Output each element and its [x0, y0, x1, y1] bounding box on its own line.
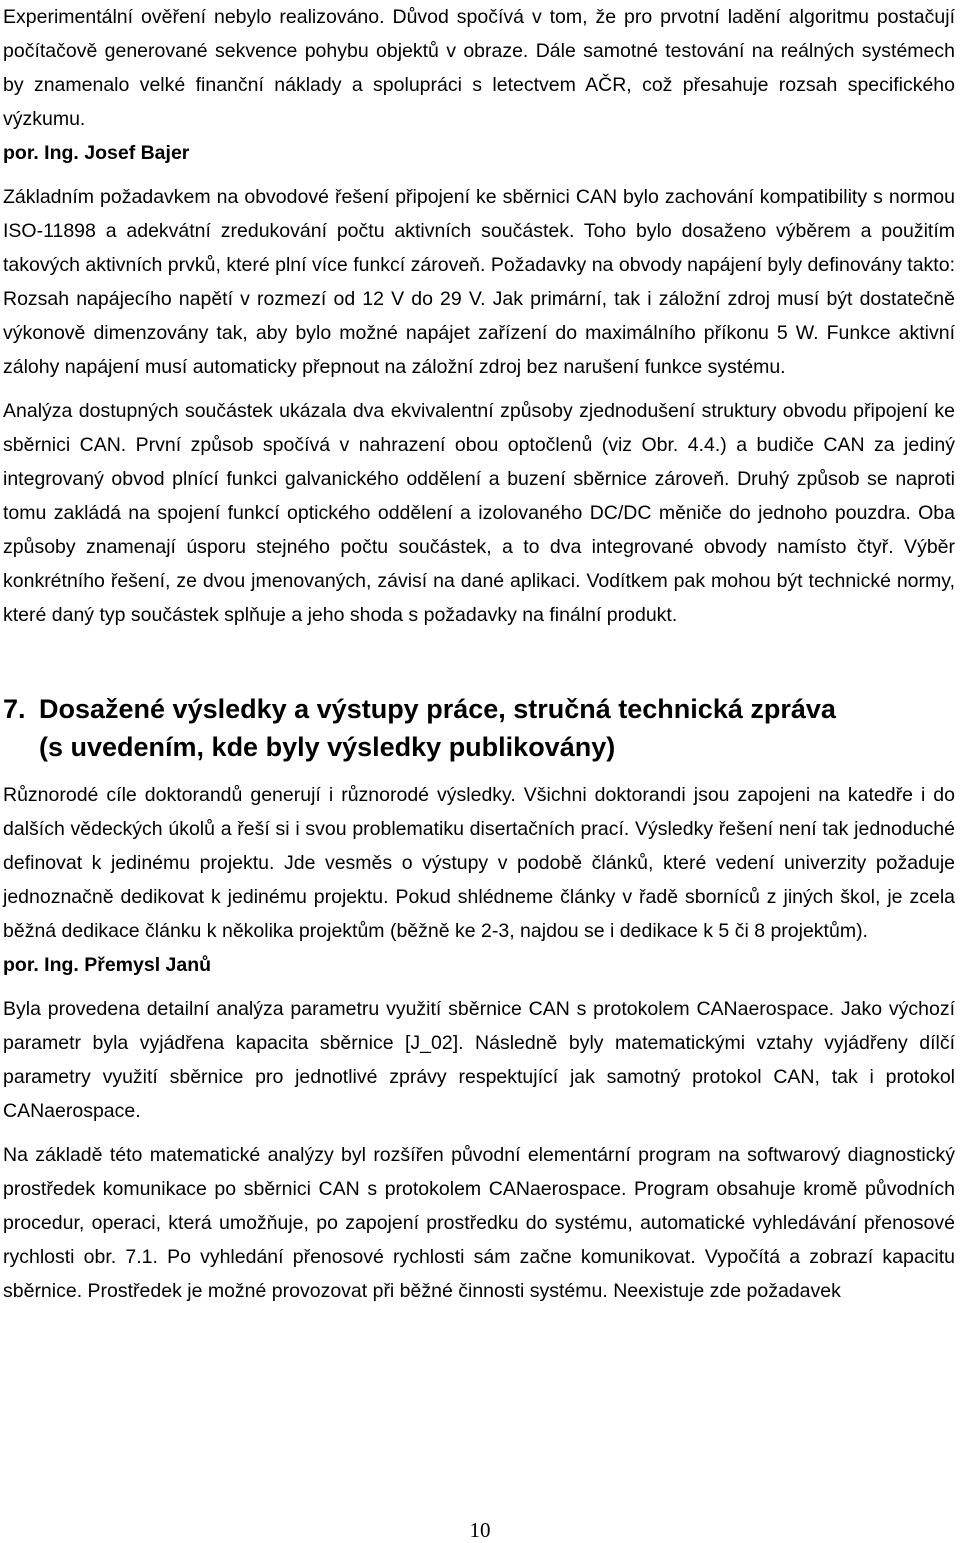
section-title — [39, 690, 836, 766]
section-title-line-2: (s uvedením, kde byly výsledky publikovány) — [39, 732, 616, 762]
section-heading-7 — [3, 690, 955, 766]
document-page — [3, 0, 955, 1308]
paragraph-experimental: Experimentální ověření nebylo realizováno. Důvod spočívá v tom, že pro prvotní ladění algoritmu postačují počítačově generované sekvence pohybu objektů v obraze. Dále samotné testování na reálných systémech by znamenalo velké finanční náklady a spolupráci s letectvem AČR, což přesahuje rozsah specifického výzkumu. — [3, 6, 955, 130]
author-heading-janu: por. Ing. Přemysl Janů — [3, 954, 212, 976]
paragraph-diagnostic-tool: Na základě této matematické analýzy byl rozšířen původní elementární program na softwarový diagnostický prostředek komunikace po sběrnici CAN s protokolem CANaerospace. Program obsahuje kromě původních procedur, operaci, která umožňuje, po zapojení prostředku do systému, automatické vyhledávání přenosové rychlosti obr. 7.1. Po vyhledání přenosové rychlosti sám začne komunikovat. Vypočítá a zobrazí kapacitu sběrnice. Prostředek je možné provozovat při běžné činnosti systému. Neexistuje zde požadavek — [3, 1144, 955, 1302]
section-number: 7. — [3, 694, 26, 724]
section-title-line-1: Dosažené výsledky a výstupy práce, stručná technická zpráva — [39, 694, 836, 724]
paragraph-component-analysis: Analýza dostupných součástek ukázala dva ekvivalentní způsoby zjednodušení struktury obvodu připojení ke sběrnici CAN. První způsob spočívá v nahrazení obou optočlenů (viz Obr. 4.4.) a budiče CAN za jediný integrovaný obvod plnící funkci galvanického oddělení a buzení sběrnice zároveň. Druhý způsob se naproti tomu zakládá na spojení funkcí optického oddělení a izolovaného DC/DC měniče do jednoho pouzdra. Oba způsoby znamenají úsporu stejného počtu součástek, a to dva integrované obvody namísto čtyř. Výběr konkrétního řešení, ze dvou jmenovaných, závisí na dané aplikaci. Vodítkem pak mohou být technické normy, které daný typ součástek splňuje a jeho shoda s požadavky na finální produkt. — [3, 400, 955, 626]
author-heading-bajer: por. Ing. Josef Bajer — [3, 142, 190, 164]
paragraph-results-overview: Různorodé cíle doktorandů generují i různorodé výsledky. Všichni doktorandi jsou zapojeni na katedře i do dalších vědeckých úkolů a řeší si i svou problematiku disertačních prací. Výsledky řešení není tak jednoduché definovat k jedinému projektu. Jde vesměs o výstupy v podobě článků, které vedení univerzity požaduje jednoznačně dedikovat k jedinému projektu. Pokud shlédneme články v řadě sborníců z jiných škol, je zcela běžná dedikace článku k několika projektům (běžně ke 2-3, najdou se i dedikace k 5 či 8 projektům). — [3, 784, 955, 942]
paragraph-can-analysis: Byla provedena detailní analýza parametru využití sběrnice CAN s protokolem CANaerospace. Jako výchozí parametr byla vyjádřena kapacita sběrnice [J_02]. Následně byly matematickými vztahy vyjádřeny dílčí parametry využití sběrnice pro jednotlivé zprávy respektující jak samotný protokol CAN, tak i protokol CANaerospace. — [3, 998, 955, 1122]
paragraph-can-requirements: Základním požadavkem na obvodové řešení připojení ke sběrnici CAN bylo zachování kompatibility s normou ISO-11898 a adekvátní zredukování počtu aktivních součástek. Toho bylo dosaženo výběrem a použitím takových aktivních prvků, které plní více funkcí zároveň. Požadavky na obvody napájení byly definovány takto: Rozsah napájecího napětí v rozmezí od 12 V do 29 V. Jak primární, tak i záložní zdroj musí být dostatečně výkonově dimenzovány tak, aby bylo možné napájet zařízení do maximálního příkonu 5 W. Funkce aktivní zálohy napájení musí automaticky přepnout na záložní zdroj bez narušení funkce systému. — [3, 186, 955, 378]
page-number: 10 — [469, 1518, 491, 1542]
